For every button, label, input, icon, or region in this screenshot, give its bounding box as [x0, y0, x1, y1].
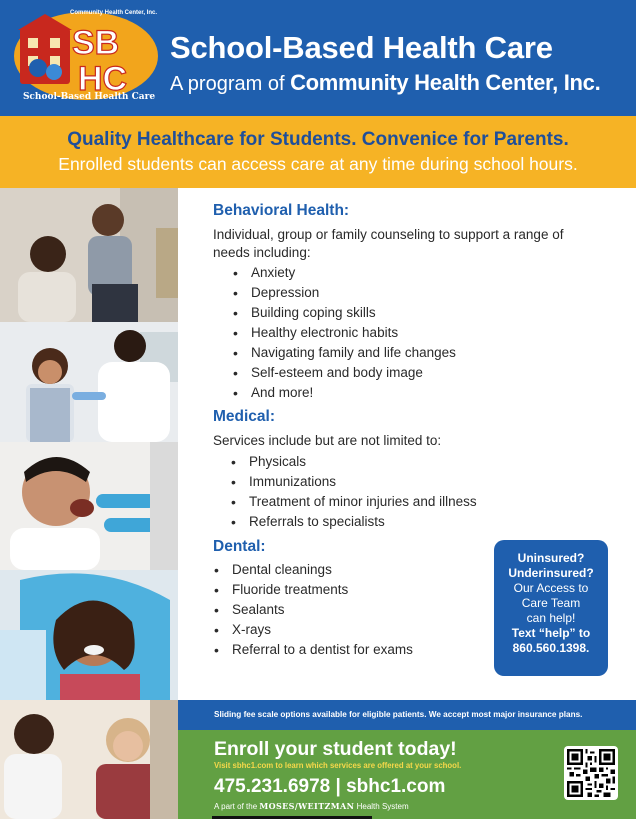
callout-line-3: Our Access to: [513, 581, 589, 595]
photo-strip: [0, 188, 178, 819]
list-item: • X-rays: [214, 620, 413, 640]
behavioral-intro: Individual, group or family counseling to support a range of needs including:: [213, 227, 564, 260]
list-item: • Healthy electronic habits: [233, 323, 456, 343]
behavioral-list: [233, 263, 456, 403]
uninsured-callout: [494, 540, 608, 676]
subtitle-org: Community Health Center, Inc.: [290, 70, 601, 95]
list-item: • Dental cleanings: [214, 560, 413, 580]
qr-code[interactable]: [564, 746, 618, 800]
logo-subtext: School-Based Health Care: [22, 92, 156, 102]
list-item: • Treatment of minor injuries and illness: [231, 492, 477, 512]
tagline-band: [0, 116, 636, 188]
header: [0, 0, 636, 116]
logo-top-text: Community Health Center, Inc.: [70, 10, 158, 16]
photo-dental-exam: [0, 442, 178, 570]
callout-line-2: Underinsured?: [508, 566, 594, 580]
dental-heading: Dental:: [213, 538, 266, 555]
list-item: • Building coping skills: [233, 303, 456, 323]
medical-intro: Services include but are not limited to:: [213, 433, 442, 448]
part-of-prefix: A part of the: [214, 802, 260, 811]
contact-line: 475.231.6978 | sbhc1.com: [214, 776, 446, 797]
enroll-heading: Enroll your student today!: [214, 738, 457, 760]
photo-dental-chair: [0, 570, 178, 700]
list-item: • Anxiety: [233, 263, 456, 283]
list-item: • And more!: [233, 383, 456, 403]
tagline-line-2: Enrolled students can access care at any time during school hours.: [58, 154, 578, 174]
list-item: • Referral to a dentist for exams: [214, 640, 413, 660]
callout-line-5: can help!: [526, 611, 576, 625]
behavioral-heading: Behavioral Health:: [213, 202, 350, 219]
list-item: • Sealants: [214, 600, 413, 620]
callout-line-7: 860.560.1398.: [512, 641, 590, 655]
list-item: • Fluoride treatments: [214, 580, 413, 600]
part-of-org: MOSES/WEITZMAN: [259, 801, 355, 811]
part-of-suffix: Health System: [354, 802, 409, 811]
callout-line-1: Uninsured?: [517, 551, 585, 565]
photo-nurse-visit: [0, 700, 178, 819]
page-subtitle: [170, 70, 600, 96]
subtitle-prefix: A program of: [170, 73, 291, 95]
callout-line-4: Care Team: [521, 596, 581, 610]
list-item: • Referrals to specialists: [231, 512, 477, 532]
visit-note: Visit sbhc1.com to learn which services are offered at your school.: [214, 761, 462, 770]
photo-medical-exam: [0, 322, 178, 442]
medical-heading: Medical:: [213, 408, 276, 425]
tagline-line-1: Quality Healthcare for Students. Convenice for Parents.: [67, 129, 569, 150]
svg-text:HC: HC: [78, 60, 128, 98]
callout-line-6: Text “help” to: [511, 626, 591, 640]
list-item: • Navigating family and life changes: [233, 343, 456, 363]
svg-text:SB: SB: [72, 24, 120, 62]
sliding-fee-note: Sliding fee scale options available for eligible patients. We accept most major insurance plans.: [178, 700, 636, 730]
list-item: • Depression: [233, 283, 456, 303]
list-item: • Physicals: [231, 452, 477, 472]
dental-list: [214, 560, 413, 660]
list-item: • Self-esteem and body image: [233, 363, 456, 383]
photo-counseling: [0, 188, 178, 322]
page-title: School-Based Health Care: [170, 30, 553, 65]
enroll-footer: [178, 730, 636, 819]
list-item: • Immunizations: [231, 472, 477, 492]
health-system-note: [214, 801, 409, 811]
medical-list: [231, 452, 477, 532]
